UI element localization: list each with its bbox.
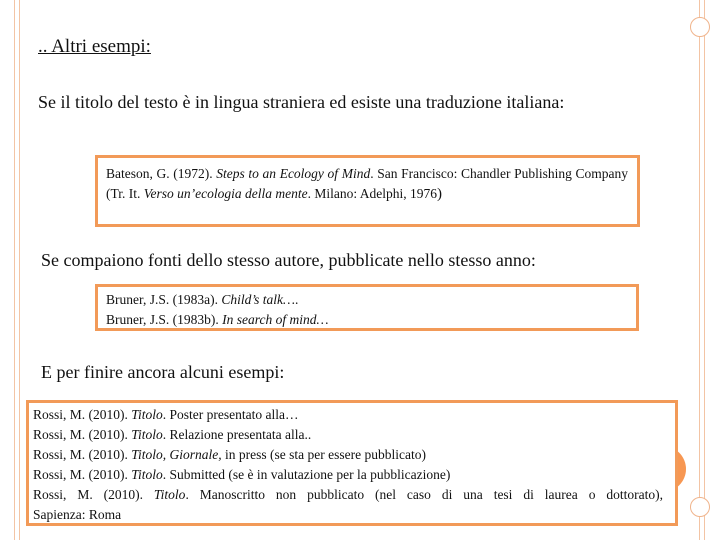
bruner-1983b-reference: Bruner, J.S. (1983b). In search of mind… bbox=[106, 312, 329, 327]
rossi-submitted-reference: Rossi, M. (2010). Titolo. Submitted (se è in valutazione per la pubblicazione) bbox=[33, 467, 451, 482]
rossi-relazione-reference: Rossi, M. (2010). Titolo. Relazione presentata alla.. bbox=[33, 427, 312, 442]
rossi-manuscript-location: Sapienza: Roma bbox=[33, 507, 122, 522]
decorative-circle-bottom bbox=[690, 497, 710, 517]
slide-title: .. Altri esempi: bbox=[38, 36, 151, 57]
decorative-circle-top bbox=[690, 17, 710, 37]
section-same-author-intro: Se compaiono fonti dello stesso autore, pubblicate nello stesso anno: bbox=[41, 250, 536, 270]
right-frame-border bbox=[699, 0, 705, 540]
rossi-manuscript-reference: Rossi, M. (2010). Titolo. Manoscritto non pubblicato (nel caso di una tesi di laurea o dottorato), bbox=[33, 487, 663, 502]
rossi-poster-reference: Rossi, M. (2010). Titolo. Poster presentato alla… bbox=[33, 407, 299, 422]
section-translation-intro: Se il titolo del testo è in lingua straniera ed esiste una traduzione italiana: bbox=[38, 92, 565, 112]
left-frame-border bbox=[14, 0, 20, 540]
same-author-reference-box bbox=[95, 284, 639, 331]
bateson-reference: Bateson, G. (1972). Steps to an Ecology of Mind. San Francisco: Chandler Publishing Company (Tr. It. Verso un’ecologia della mente. Milano: Adelphi, 1976) bbox=[106, 166, 628, 202]
translation-reference-box bbox=[95, 155, 640, 227]
more-examples-reference-box bbox=[26, 400, 678, 526]
rossi-in-press-reference: Rossi, M. (2010). Titolo, Giornale, in press (se sta per essere pubblicato) bbox=[33, 447, 426, 462]
bruner-1983a-reference: Bruner, J.S. (1983a). Child’s talk…. bbox=[106, 292, 299, 307]
section-more-examples-intro: E per finire ancora alcuni esempi: bbox=[41, 362, 285, 382]
